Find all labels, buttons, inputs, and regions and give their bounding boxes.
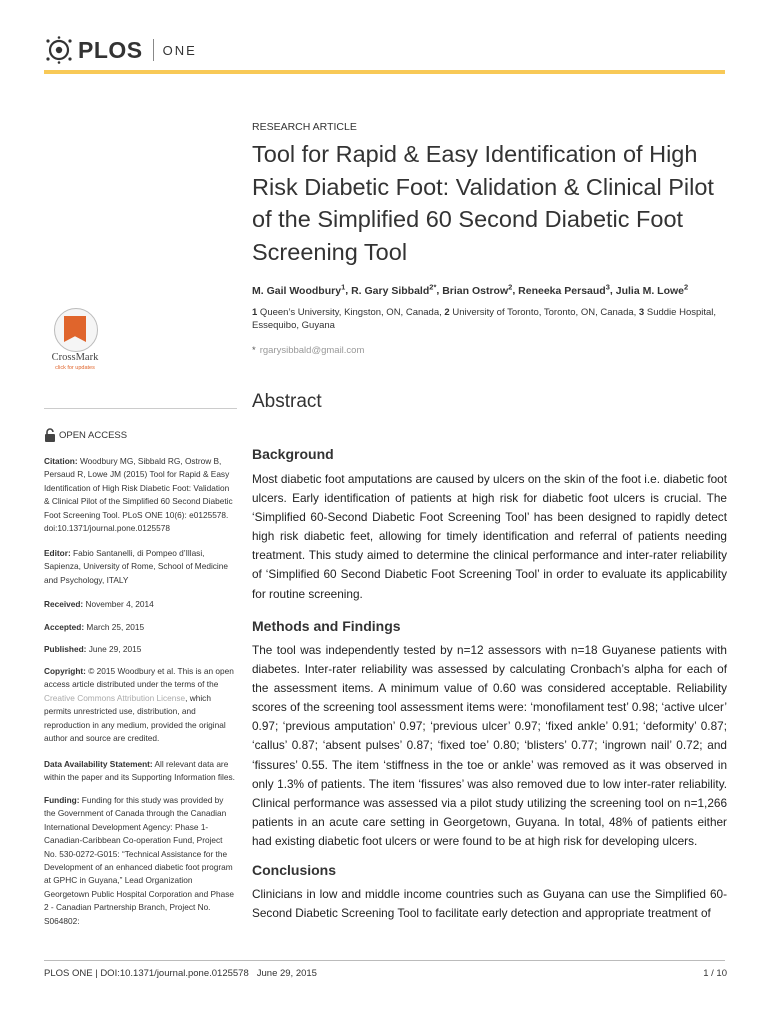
methods-heading: Methods and Findings: [252, 618, 401, 634]
author[interactable]: R. Gary Sibbald$^{2*}$: [351, 282, 437, 297]
accepted-date: Accepted: March 25, 2015: [44, 622, 145, 632]
journal-name: ONE: [162, 42, 197, 58]
background-heading: Background: [252, 446, 334, 462]
open-access-label: OPEN ACCESS: [59, 429, 128, 441]
copyright-info: Copyright: © 2015 Woodbury et al. This is an open access article distributed under the terms of the Creative Commons Attribution License, which permits unrestricted use, distribution, and reproduction in any medium, provided the original author and source are credited.: [44, 666, 234, 744]
citation-info: Citation: Woodbury MG, Sibbald RG, Ostrow B, Persaud R, Lowe JM (2015) Tool for Rapid & Easy Identification of High Risk Diabetic Foot: Validation & Clinical Pilot of the Simplified 60 Second Diabetic Foot Screening Tool. PLoS ONE 10(6): e0125578. doi:10.1371/journal.pone.0125578: [44, 456, 233, 534]
editor-info: Editor: Fabio Santanelli, di Pompeo d’Illasi, Sapienza, University of Rome, School of Medicine and Psychology, ITALY: [44, 548, 229, 585]
crossmark-badge[interactable]: [44, 308, 104, 376]
author[interactable]: Reneeka Persaud$^3$: [518, 282, 610, 297]
plos-one-logo[interactable]: [44, 34, 197, 66]
crossmark-label: CrossMark: [51, 352, 99, 363]
corresponding-marker: *: [252, 345, 256, 356]
brand-name: PLOS: [78, 36, 143, 63]
open-access-badge: [44, 428, 127, 442]
abstract-heading: Abstract: [252, 391, 322, 412]
author[interactable]: Julia M. Lowe$^2$: [615, 282, 689, 297]
author[interactable]: Brian Ostrow$^2$: [442, 282, 513, 297]
methods-text: The tool was independently tested by n=12 assessors with n=18 Guyanese patients with diabetes. Inter-rater reliability was assessed by calculating Cronbach’s alpha for each of the assessment items. A minimum value of 0.60 was considered acceptable. Reliability scores of the screening tool assessment items were: ‘monofilament test’ 0.98; ‘active ulcer’ 0.97; ‘previous amputation’ 0.97; ‘previous ulcer’ 0.97; ‘fixed ankle’ 0.91; ‘deformity’ 0.87; ‘callus’ 0.87; ‘absent pulses’ 0.87; ‘fixed toe’ 0.80; ‘blisters’ 0.77; ‘ingrown nail’ 0.72; and ‘fissures’ 0.55. The item ‘stiffness in the toe or ankle’ was removed as it was observed in only 1.3% of patients. The item ‘fissures’ was also removed due to low inter-rater reliability. Clinical performance was assessed via a pilot study utilizing the screening tool on n=1,266 patients in an acute care setting in Georgetown, Guyana. In total, 48% of patients either had existing diabetic foot ulcers or were found to be at high risk for developing ulcers.: [252, 643, 727, 848]
open-lock-icon: [44, 428, 56, 442]
data-availability: Data Availability Statement: All relevant data are within the paper and its Supporting Information files.: [44, 759, 235, 783]
author-list: M. Gail Woodbury$^1$, R. Gary Sibbald$^{2*}$, Brian Ostrow$^2$, Reneeka Persaud$^3$, Julia M. Lowe$^2$: [252, 282, 689, 297]
logo-divider: [153, 39, 154, 61]
sidebar-divider: [44, 408, 237, 409]
funding-info: Funding: Funding for this study was provided by the Government of Canada through the Canadian International Development Agency: Phase 1- Canadian-Caribbean Co-operation Fund, Project No. 530-0272-G015: “Technical Assistance for the Development of an enhanced diabetic foot program at GPHC in Guyana,” Lead Organization Georgetown Public Hospital Corporation and Phase 2 - Canadian Partnership Branch, Project No. S064802:: [44, 795, 235, 926]
article-title: Tool for Rapid & Easy Identification of High Risk Diabetic Foot: Validation & Clinical Pilot of the Simplified 60 Second Diabetic Foot Screening Tool: [252, 141, 714, 265]
email-link[interactable]: rgarysibbald@gmail.com: [259, 345, 365, 356]
plos-logo-icon: [44, 35, 74, 65]
corresponding-email: [252, 345, 727, 356]
author[interactable]: M. Gail Woodbury$^1$: [252, 282, 346, 297]
crossmark-sublabel: click for updates: [55, 365, 95, 371]
page-number: 1 / 10: [703, 968, 727, 979]
footer-citation: PLOS ONE | DOI:10.1371/journal.pone.0125578 June 29, 2015: [44, 968, 317, 979]
published-date: Published: June 29, 2015: [44, 644, 142, 654]
conclusions-text: Clinicians in low and middle income countries such as Guyana can use the Simplified 60-Second Diabetic Screening Tool to facilitate early detection and appropriate treatment of: [252, 887, 727, 921]
conclusions-heading: Conclusions: [252, 862, 337, 878]
header-accent-bar: [44, 70, 725, 74]
article-type: RESEARCH ARTICLE: [252, 121, 357, 133]
license-link[interactable]: Creative Commons Attribution License: [44, 692, 186, 703]
received-date: Received: November 4, 2014: [44, 599, 154, 609]
background-text: Most diabetic foot amputations are caused by ulcers on the skin of the foot i.e. diabetic foot ulcers. Early identification of patients at high risk for diabetic foot ulcers is crucial. The ‘Simplified 60-Second Diabetic Foot Screening Tool’ has been designed to rapidly detect high risk diabetic feet, allowing for timely identification and referral of patients needing treatment. This study aimed to determine the clinical performance and inter-rater reliability of ‘Simplified 60 Second Diabetic Foot Screening Tool’ in order to evaluate its applicability for routine screening.: [252, 472, 727, 601]
affiliations: 1 Queen’s University, Kingston, ON, Canada, 2 University of Toronto, Toronto, ON, Canada, 3 Suddie Hospital, Essequibo, Guyana: [252, 307, 717, 331]
footer-divider: [44, 960, 725, 961]
